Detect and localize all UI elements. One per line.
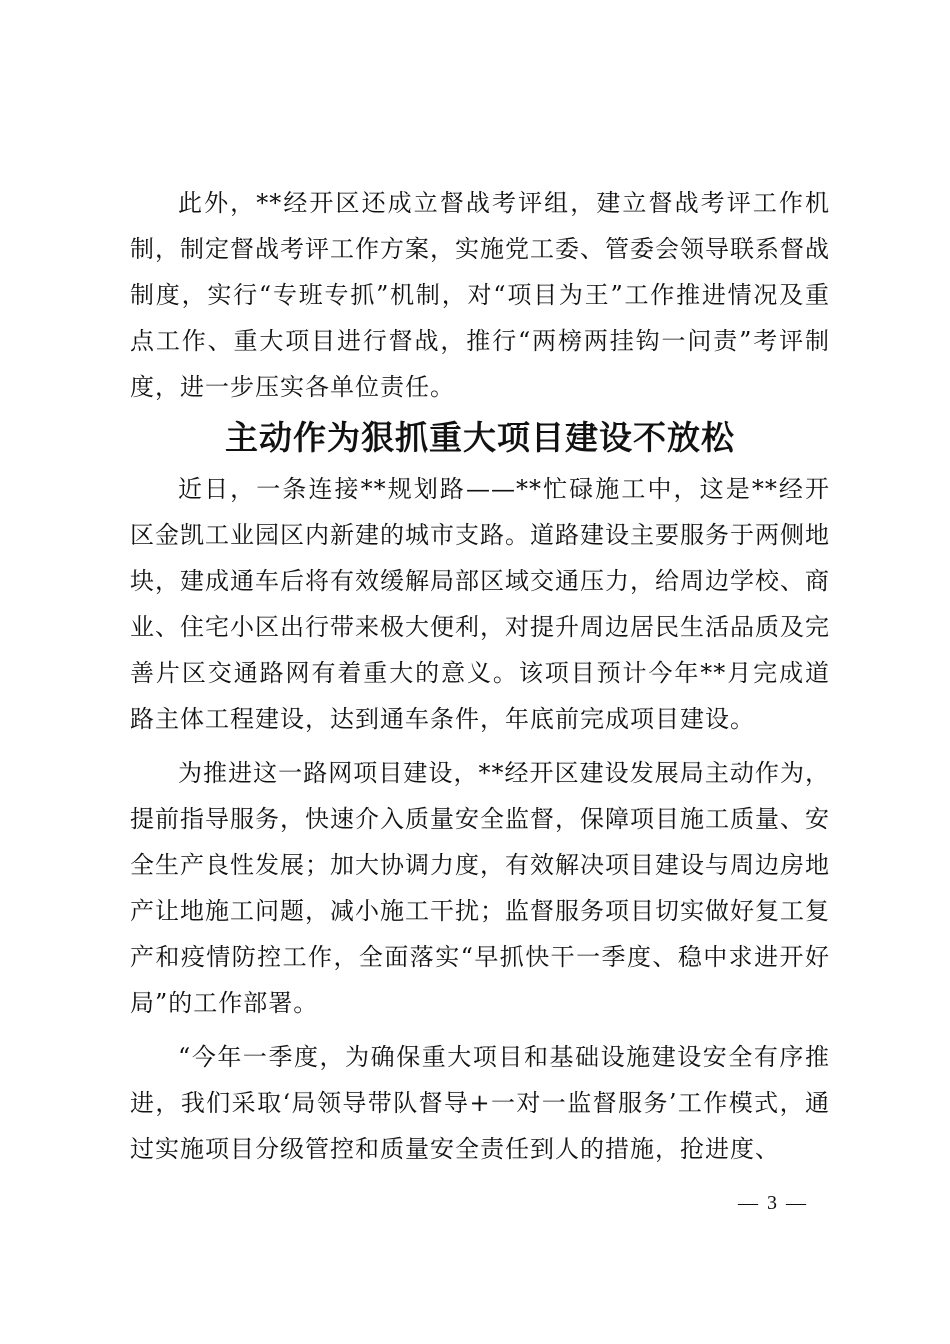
paragraph-construction-bureau: 为推进这一路网项目建设，**经开区建设发展局主动作为，提前指导服务，快速介入质量安全监督，保障项目施工质量、安全生产良性发展；加大协调力度，有效解决项目建设与周边房地产让地施工问题，减小施工干扰；监督服务项目切实做好复工复产和疫情防控工作，全面落实“早抓快干一季度、稳中求进开好局”的工作部署。 — [130, 759, 830, 1017]
paragraph-quote: “今年一季度，为确保重大项目和基础设施建设安全有序推进，我们采取‘局领导带队督导+一对一监督服务’工作模式，通过实施项目分级管控和质量安全责任到人的措施，抢进度、 — [130, 1043, 830, 1163]
document-page — [130, 180, 830, 1172]
page-number: — 3 — — [738, 1192, 808, 1214]
section-title: 主动作为狠抓重大项目建设不放松 — [225, 418, 735, 457]
paragraph-supervision: 此外，**经开区还成立督战考评组，建立督战考评工作机制，制定督战考评工作方案，实施党工委、管委会领导联系督战制度，实行“专班专抓”机制，对“项目为王”工作推进情况及重点工作、重大项目进行督战，推行“两榜两挂钩一问责”考评制度，进一步压实各单位责任。 — [130, 189, 830, 401]
paragraph-road-project: 近日，一条连接**规划路——**忙碌施工中，这是**经开区金凯工业园区内新建的城市支路。道路建设主要服务于两侧地块，建成通车后将有效缓解局部区域交通压力，给周边学校、商业、住宅小区出行带来极大便利，对提升周边居民生活品质及完善片区交通路网有着重大的意义。该项目预计今年**月完成道路主体工程建设，达到通车条件，年底前完成项目建设。 — [130, 475, 830, 733]
